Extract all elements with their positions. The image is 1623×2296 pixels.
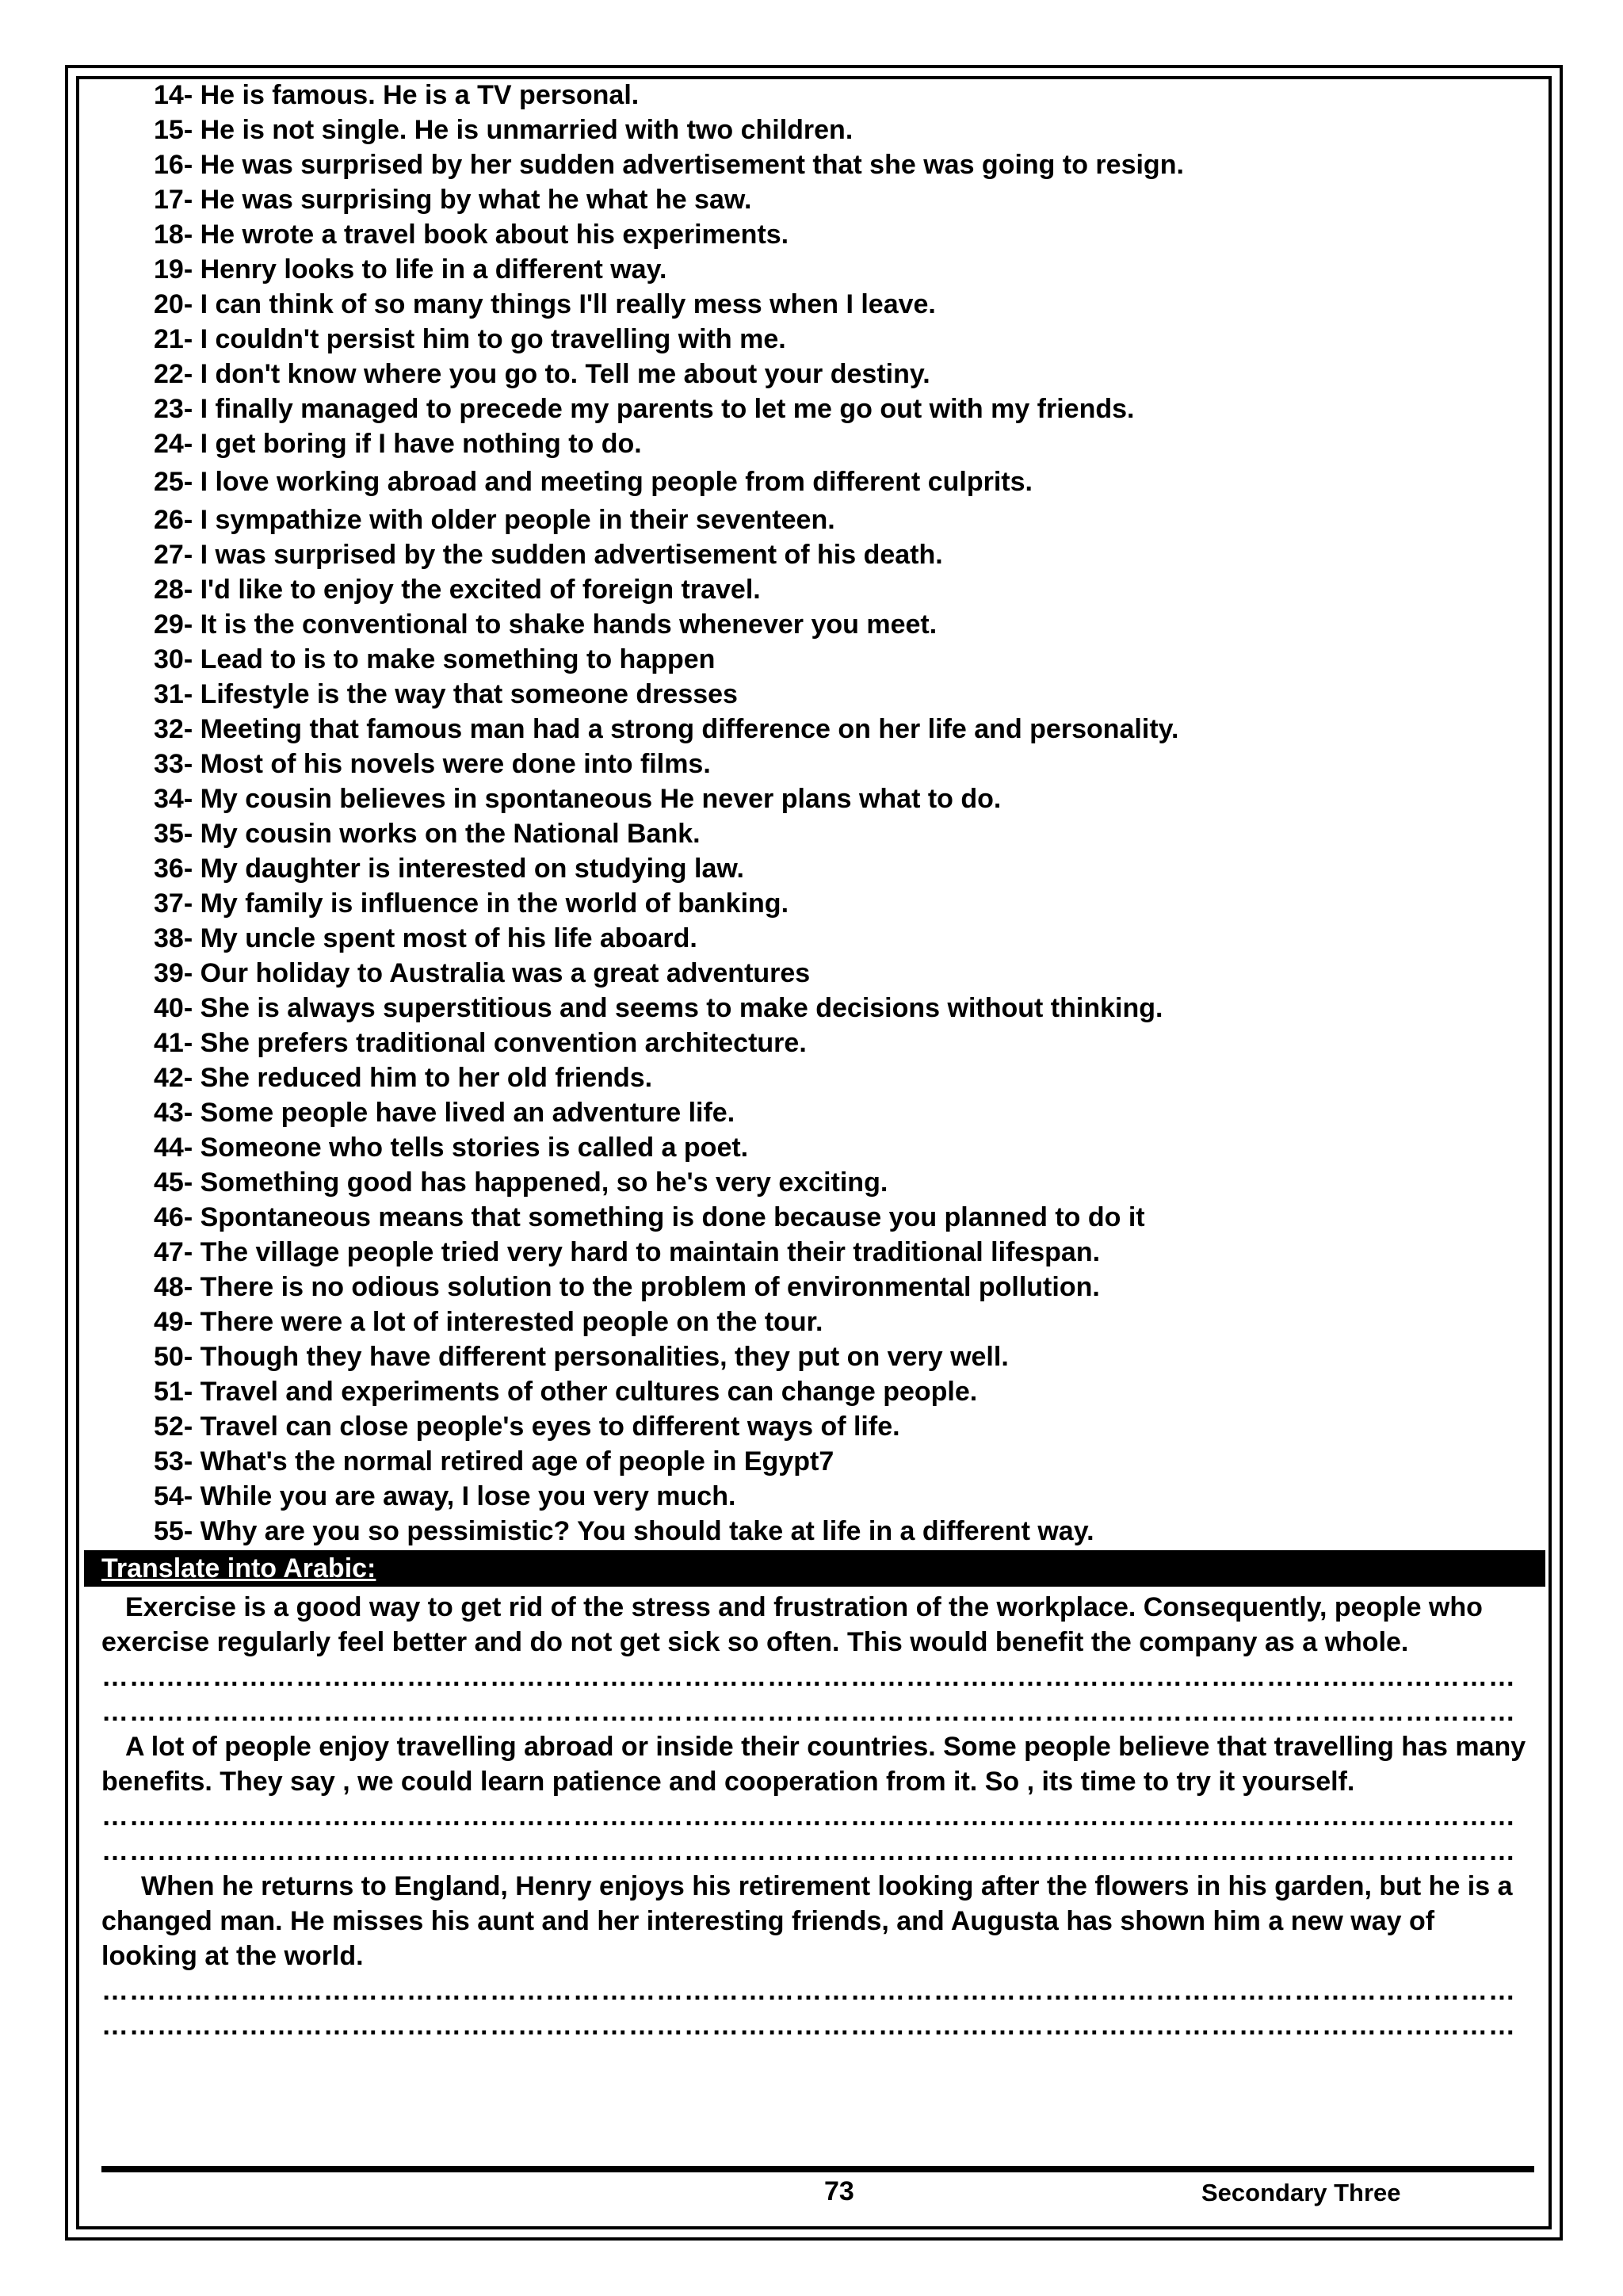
passage-text: A lot of people enjoy travelling abroad or inside their countries. Some people believe that travelling has many benefits. They say , we could learn patience and cooperation from it. So , its time to try it yourself.	[101, 1732, 1526, 1797]
passage-text: When he returns to England, Henry enjoys his retirement looking after the flowers in his garden, but he is a changed man. He misses his aunt and her interesting friends, and Augusta has shown him a new way of looking at the world.	[101, 1871, 1513, 1971]
list-item: 49- There were a lot of interested people on the tour.	[154, 1307, 823, 1337]
list-item: 52- Travel can close people's eyes to different ways of life.	[154, 1412, 900, 1442]
list-item: 37- My family is influence in the world of banking.	[154, 888, 789, 919]
list-item: 17- He was surprising by what he what he saw.	[154, 185, 752, 215]
list-item: 51- Travel and experiments of other cultures can change people.	[154, 1377, 978, 1407]
list-item: 21- I couldn't persist him to go travelling with me.	[154, 324, 786, 354]
list-item: 19- Henry looks to life in a different way.	[154, 254, 667, 285]
list-item: 47- The village people tried very hard to maintain their traditional lifespan.	[154, 1237, 1101, 1267]
footer-divider	[101, 2166, 1534, 2172]
list-item: 31- Lifestyle is the way that someone dresses	[154, 679, 738, 709]
section-heading-bar	[84, 1550, 1545, 1587]
list-item: 14- He is famous. He is a TV personal.	[154, 80, 640, 110]
correction-list	[84, 78, 1545, 1549]
list-item: 45- Something good has happened, so he's very exciting.	[154, 1167, 888, 1198]
list-item: 25- I love working abroad and meeting people from different culprits.	[154, 467, 1033, 497]
list-item: 20- I can think of so many things I'll really mess when I leave.	[154, 289, 936, 319]
answer-line: ………………………………………………………………………………………………………………………………………	[101, 1976, 1516, 2006]
footer-label: Secondary Three	[1201, 2179, 1401, 2206]
answer-line: ………………………………………………………………………………………………………………………………………	[101, 1801, 1516, 1832]
list-item: 30- Lead to is to make something to happen	[154, 644, 716, 674]
list-item: 39- Our holiday to Australia was a great adventures	[154, 958, 811, 988]
list-item: 23- I finally managed to precede my parents to let me go out with my friends.	[154, 394, 1135, 424]
passage-3	[84, 1869, 1545, 1973]
answer-line: ………………………………………………………………………………………………………………………………………	[101, 1836, 1516, 1866]
passage-2	[84, 1729, 1545, 1799]
page-number: 73	[824, 2176, 854, 2206]
list-item: 50- Though they have different personalities, they put on very well.	[154, 1342, 1009, 1372]
list-item: 40- She is always superstitious and seems to make decisions without thinking.	[154, 993, 1163, 1023]
passage-1	[84, 1590, 1545, 1660]
list-item: 22- I don't know where you go to. Tell me about your destiny.	[154, 359, 930, 389]
answer-line: ………………………………………………………………………………………………………………………………………	[101, 1697, 1516, 1727]
list-item: 41- She prefers traditional convention architecture.	[154, 1028, 807, 1058]
list-item: 26- I sympathize with older people in their seventeen.	[154, 505, 835, 535]
list-item: 36- My daughter is interested on studying law.	[154, 854, 744, 884]
section-heading: Translate into Arabic:	[101, 1553, 376, 1584]
list-item: 55- Why are you so pessimistic? You should take at life in a different way.	[154, 1516, 1094, 1546]
answer-line: ………………………………………………………………………………………………………………………………………	[101, 2011, 1516, 2041]
list-item: 43- Some people have lived an adventure life.	[154, 1098, 735, 1128]
passage-text: Exercise is a good way to get rid of the stress and frustration of the workplace. Consequently, people who exercise regularly feel better and do not get sick so often. This would benefit the company as a whole.	[101, 1592, 1483, 1657]
list-item: 44- Someone who tells stories is called a poet.	[154, 1133, 749, 1163]
list-item: 28- I'd like to enjoy the excited of foreign travel.	[154, 575, 761, 605]
list-item: 42- She reduced him to her old friends.	[154, 1063, 653, 1093]
list-item: 53- What's the normal retired age of people in Egypt7	[154, 1446, 834, 1477]
list-item: 33- Most of his novels were done into films.	[154, 749, 711, 779]
list-item: 16- He was surprised by her sudden advertisement that she was going to resign.	[154, 150, 1184, 180]
list-item: 35- My cousin works on the National Bank.	[154, 819, 701, 849]
list-item: 46- Spontaneous means that something is done because you planned to do it	[154, 1202, 1145, 1232]
page-content	[84, 78, 1545, 2043]
list-item: 15- He is not single. He is unmarried with two children.	[154, 115, 854, 145]
list-item: 32- Meeting that famous man had a strong difference on her life and personality.	[154, 714, 1179, 744]
list-item: 29- It is the conventional to shake hands whenever you meet.	[154, 609, 938, 640]
list-item: 18- He wrote a travel book about his experiments.	[154, 220, 789, 250]
list-item: 27- I was surprised by the sudden advertisement of his death.	[154, 540, 943, 570]
list-item: 38- My uncle spent most of his life aboard.	[154, 923, 697, 953]
list-item: 24- I get boring if I have nothing to do.	[154, 429, 642, 459]
answer-line: ………………………………………………………………………………………………………………………………………	[101, 1662, 1516, 1692]
list-item: 34- My cousin believes in spontaneous He never plans what to do.	[154, 784, 1002, 814]
list-item: 54- While you are away, I lose you very much.	[154, 1481, 736, 1511]
list-item: 48- There is no odious solution to the problem of environmental pollution.	[154, 1272, 1100, 1302]
